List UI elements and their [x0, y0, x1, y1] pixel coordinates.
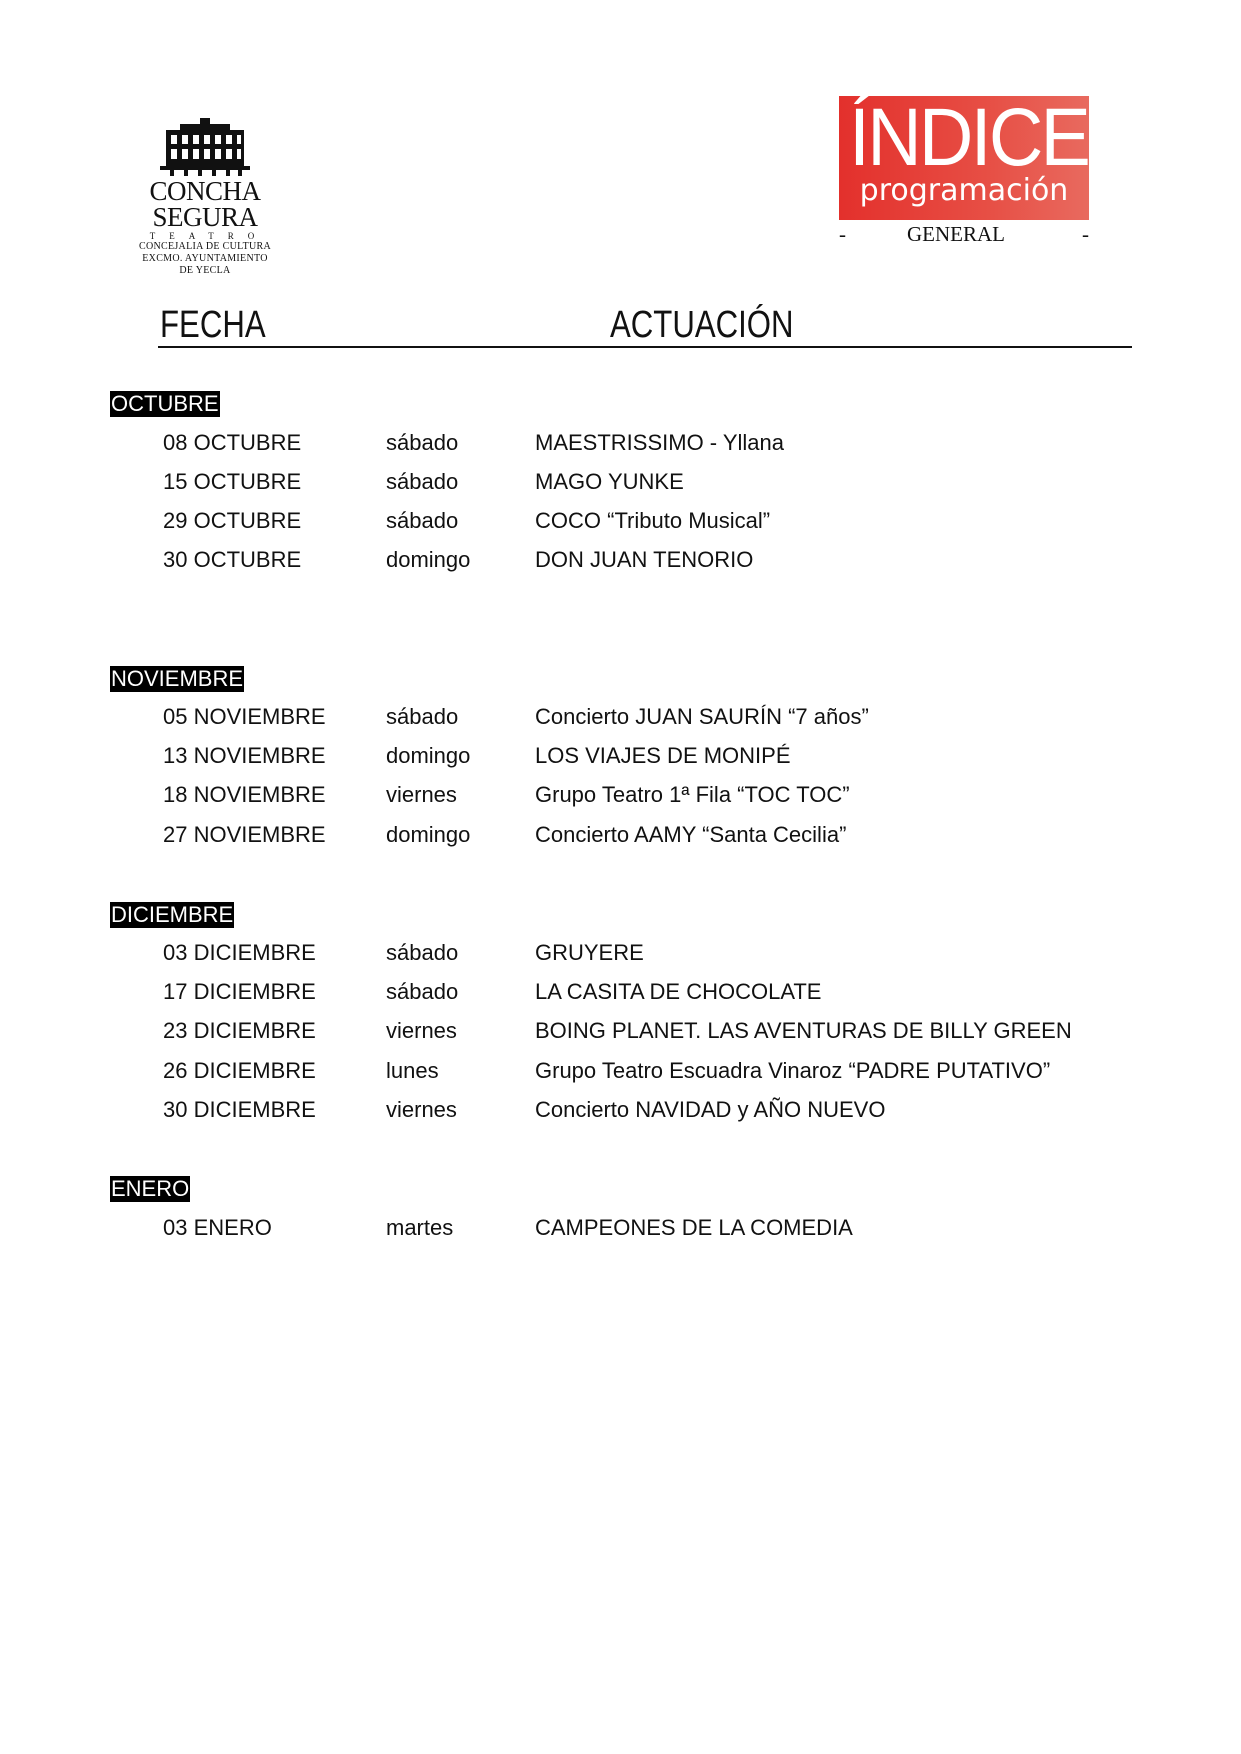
concha-segura-logo — [110, 118, 300, 277]
caption-dash-left: - — [839, 222, 846, 246]
row-event: Concierto NAVIDAD y AÑO NUEVO — [535, 1097, 886, 1122]
row-day: domingo — [386, 743, 471, 768]
month-label-enero: ENERO — [111, 1176, 190, 1201]
row-event: Concierto JUAN SAURÍN “7 años” — [535, 704, 869, 729]
row-day: viernes — [386, 1097, 457, 1122]
table-row — [0, 703, 1241, 731]
row-date: 05 NOVIEMBRE — [163, 704, 326, 729]
row-date: 08 OCTUBRE — [163, 430, 302, 455]
header-fecha: FECHA — [160, 304, 266, 346]
row-event: Grupo Teatro 1ª Fila “TOC TOC” — [535, 782, 850, 807]
row-date: 18 NOVIEMBRE — [163, 782, 326, 807]
row-day: viernes — [386, 1018, 457, 1043]
header-actuacion: ACTUACIÓN — [610, 304, 794, 346]
row-event: GRUYERE — [535, 940, 644, 965]
row-date: 29 OCTUBRE — [163, 508, 302, 533]
logo-brand-name: CONCHA SEGURA — [149, 176, 261, 232]
table-row — [0, 821, 1241, 849]
row-day: lunes — [386, 1058, 439, 1083]
row-date: 13 NOVIEMBRE — [163, 743, 326, 768]
caption-general: GENERAL — [907, 222, 1005, 246]
row-event: LA CASITA DE CHOCOLATE — [535, 979, 822, 1004]
row-day: viernes — [386, 782, 457, 807]
row-day: domingo — [386, 822, 471, 847]
row-date: 23 DICIEMBRE — [163, 1018, 316, 1043]
row-date: 17 DICIEMBRE — [163, 979, 316, 1004]
row-date: 03 ENERO — [163, 1215, 272, 1240]
row-date: 03 DICIEMBRE — [163, 940, 316, 965]
row-day: sábado — [386, 508, 459, 533]
general-caption — [839, 222, 1089, 247]
row-event: MAESTRISSIMO - Yllana — [535, 430, 784, 455]
logo-line-2: EXCMO. AYUNTAMIENTO — [142, 253, 268, 264]
table-row — [0, 468, 1241, 496]
row-day: domingo — [386, 547, 471, 572]
row-date: 30 OCTUBRE — [163, 547, 302, 572]
row-day: martes — [386, 1215, 454, 1240]
row-day: sábado — [386, 979, 459, 1004]
row-event: DON JUAN TENORIO — [535, 547, 754, 572]
row-event: BOING PLANET. LAS AVENTURAS DE BILLY GREEN — [535, 1018, 1072, 1043]
month-label-octubre: OCTUBRE — [111, 391, 219, 416]
row-event: Grupo Teatro Escuadra Vinaroz “PADRE PUTATIVO” — [535, 1058, 1051, 1083]
table-row — [0, 939, 1241, 967]
indice-programacion-logo — [839, 92, 1089, 220]
table-header — [158, 300, 1132, 348]
table-row — [0, 429, 1241, 457]
table-row — [0, 1096, 1241, 1124]
row-day: sábado — [386, 704, 459, 729]
row-day: sábado — [386, 469, 459, 494]
row-event: LOS VIAJES DE MONIPÉ — [535, 743, 791, 768]
table-row — [0, 546, 1241, 574]
table-row — [0, 1214, 1241, 1242]
row-date: 27 NOVIEMBRE — [163, 822, 326, 847]
table-row — [0, 781, 1241, 809]
logo-brand-sub: TEATRO — [149, 231, 269, 241]
row-day: sábado — [386, 430, 459, 455]
table-row — [0, 742, 1241, 770]
month-label-noviembre: NOVIEMBRE — [111, 666, 244, 691]
logo-indice-title: ÍNDICE — [849, 92, 1089, 183]
row-date: 30 DICIEMBRE — [163, 1097, 316, 1122]
table-row — [0, 978, 1241, 1006]
row-event: COCO “Tributo Musical” — [535, 508, 771, 533]
row-event: MAGO YUNKE — [535, 469, 684, 494]
logo-programacion-subtitle: programación — [859, 173, 1069, 208]
row-event: CAMPEONES DE LA COMEDIA — [535, 1215, 853, 1240]
table-row — [0, 1057, 1241, 1085]
caption-dash-right: - — [1082, 222, 1089, 246]
theatre-building-icon — [160, 118, 250, 176]
logo-line-3: DE YECLA — [179, 265, 231, 276]
logo-line-1: CONCEJALIA DE CULTURA — [138, 241, 272, 252]
table-row — [0, 1017, 1241, 1045]
row-event: Concierto AAMY “Santa Cecilia” — [535, 822, 847, 847]
row-day: sábado — [386, 940, 459, 965]
table-row — [0, 507, 1241, 535]
row-date: 26 DICIEMBRE — [163, 1058, 316, 1083]
month-label-diciembre: DICIEMBRE — [111, 902, 234, 927]
row-date: 15 OCTUBRE — [163, 469, 302, 494]
